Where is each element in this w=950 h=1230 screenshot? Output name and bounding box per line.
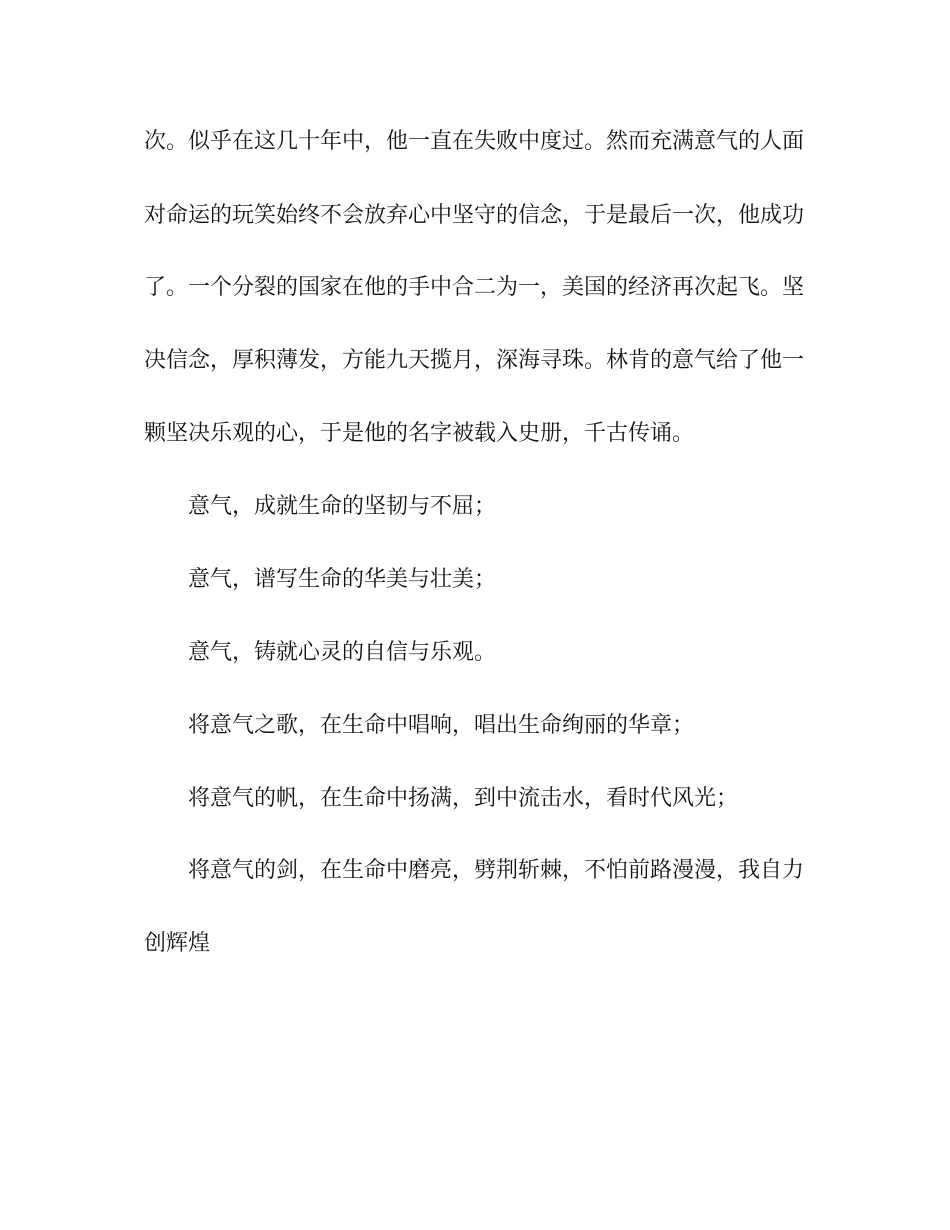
text-line: 意气，铸就心灵的自信与乐观。 bbox=[188, 640, 497, 665]
text-line: 对命运的玩笑始终不会放弃心中坚守的信念，于是最后一次，他成功 bbox=[144, 203, 805, 228]
text-line: 将意气的剑，在生命中磨亮，劈荆斩棘，不怕前路漫漫，我自力 bbox=[188, 858, 805, 883]
text-line: 颗坚决乐观的心，于是他的名字被载入史册，千古传诵。 bbox=[144, 421, 695, 446]
text-line: 意气，谱写生命的华美与壮美； bbox=[188, 567, 497, 592]
text-line: 将意气之歌，在生命中唱响，唱出生命绚丽的华章； bbox=[188, 713, 695, 738]
text-line: 了。一个分裂的国家在他的手中合二为一，美国的经济再次起飞。坚 bbox=[144, 275, 805, 300]
text-line: 将意气的帆，在生命中扬满，到中流击水，看时代风光； bbox=[188, 786, 739, 811]
text-line: 创辉煌 bbox=[144, 931, 211, 956]
text-line: 次。似乎在这几十年中，他一直在失败中度过。然而充满意气的人面 bbox=[144, 129, 805, 154]
text-line: 意气，成就生命的坚韧与不屈； bbox=[188, 494, 497, 519]
text-line: 决信念，厚积薄发，方能九天揽月，深海寻珠。林肯的意气给了他一 bbox=[144, 348, 805, 373]
